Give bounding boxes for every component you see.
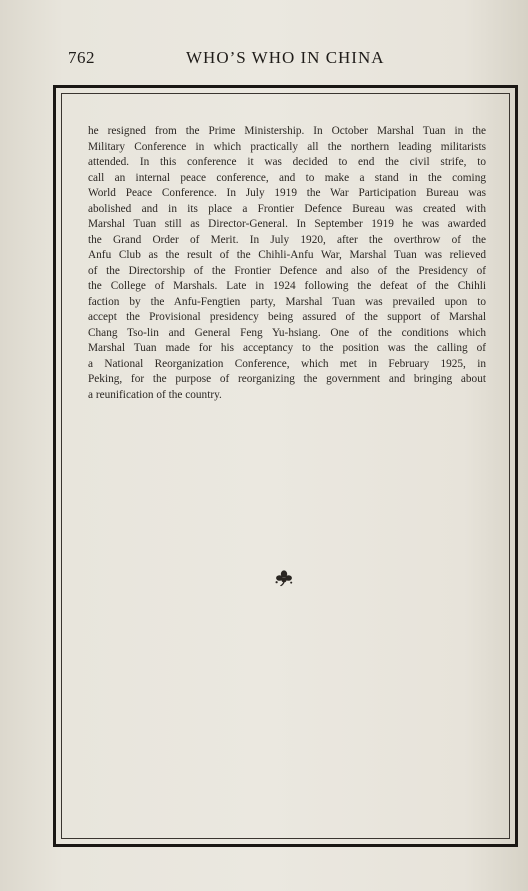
text-line: Military Conference in which practically all the northern leading militarists bbox=[88, 140, 486, 153]
text-line: accept the Provisional presidency being assured of the support of Marshal bbox=[88, 311, 486, 323]
text-line: abolished and in its place a Frontier Defence Bureau was created with bbox=[88, 202, 486, 215]
text-line: Peking, for the purpose of reorganizing the government and bringing about bbox=[88, 373, 486, 385]
text-line: faction by the Anfu-Fengtien party, Marshal Tuan was prevailed upon to bbox=[88, 295, 486, 308]
text-line: the Grand Order of Merit. In July 1920, after the overthrow of the bbox=[88, 233, 486, 246]
text-line: he resigned from the Prime Ministership. In October Marshal Tuan in the bbox=[88, 125, 486, 137]
text-line: Chang Tso-lin and General Feng Yu-hsiang. One of the conditions which bbox=[88, 326, 486, 339]
fleuron-icon-svg bbox=[274, 569, 294, 587]
text-line: attended. In this conference it was decided to end the civil strife, to bbox=[88, 156, 486, 168]
text-line: Marshal Tuan made for his acceptancy to the position was the calling of bbox=[88, 342, 486, 354]
text-line: a reunification of the country. bbox=[88, 388, 222, 401]
text-line: the College of Marshals. Late in 1924 following the defeat of the Chihli bbox=[88, 280, 486, 292]
text-line: call an internal peace conference, and to make a stand in the coming bbox=[88, 171, 486, 184]
page-number: 762 bbox=[68, 48, 95, 67]
text-line: World Peace Conference. In July 1919 the War Participation Bureau was bbox=[88, 187, 486, 199]
text-line: Marshal Tuan still as Director-General. In September 1919 he was awarded bbox=[88, 218, 486, 230]
running-title: WHO’S WHO IN CHINA bbox=[186, 48, 385, 67]
page-header bbox=[0, 46, 528, 70]
body-text bbox=[88, 124, 486, 403]
fleuron-icon bbox=[274, 569, 294, 587]
text-line: Anfu Club as the result of the Chihli-Anfu War, Marshal Tuan was relieved bbox=[88, 249, 486, 261]
text-line: of the Directorship of the Frontier Defence and also of the Presidency of bbox=[88, 264, 486, 277]
text-line: a National Reorganization Conference, which met in February 1925, in bbox=[88, 357, 486, 370]
